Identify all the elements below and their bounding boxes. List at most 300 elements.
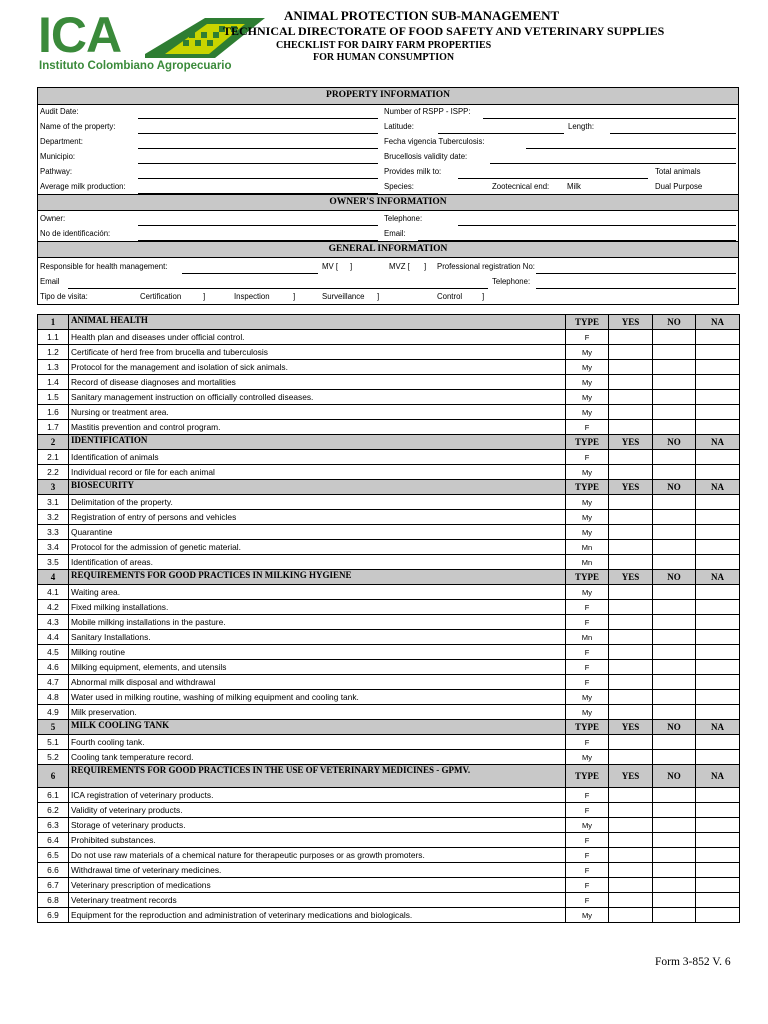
na-checkbox-cell[interactable] — [696, 690, 740, 705]
na-checkbox-cell[interactable] — [696, 465, 740, 480]
table-row — [38, 675, 740, 690]
na-column-header: NA — [696, 765, 740, 788]
na-checkbox-cell[interactable] — [696, 330, 740, 345]
item-number: 4.2 — [38, 600, 69, 615]
header-line-2: TECHNICAL DIRECTORATE OF FOOD SAFETY AND VETERINARY SUPPLIES — [223, 24, 665, 38]
yes-checkbox-cell[interactable] — [609, 615, 653, 630]
yes-checkbox-cell[interactable] — [609, 345, 653, 360]
item-type: F — [566, 848, 609, 863]
item-description: Storage of veterinary products. — [69, 818, 566, 833]
table-row — [38, 735, 740, 750]
item-description: Fourth cooling tank. — [69, 735, 566, 750]
yes-checkbox-cell[interactable] — [609, 690, 653, 705]
item-description: Fixed milking installations. — [69, 600, 566, 615]
general-telephone-field[interactable] — [536, 288, 736, 289]
yes-checkbox-cell[interactable] — [609, 390, 653, 405]
na-checkbox-cell[interactable] — [696, 540, 740, 555]
no-checkbox-cell[interactable] — [653, 600, 696, 615]
item-description: Milking routine — [69, 645, 566, 660]
no-checkbox-cell[interactable] — [653, 878, 696, 893]
item-description: Veterinary prescription of medications — [69, 878, 566, 893]
item-number: 6.7 — [38, 878, 69, 893]
na-checkbox-cell[interactable] — [696, 630, 740, 645]
item-description: Sanitary management instruction on officially controlled diseases. — [69, 390, 566, 405]
item-description: Cooling tank temperature record. — [69, 750, 566, 765]
item-description: Milking equipment, elements, and utensils — [69, 660, 566, 675]
yes-checkbox-cell[interactable] — [609, 788, 653, 803]
audit-date-field[interactable] — [138, 118, 378, 119]
no-checkbox-cell[interactable] — [653, 893, 696, 908]
header-line-3: CHECKLIST FOR DAIRY FARM PROPERTIES — [276, 40, 492, 51]
yes-checkbox-cell[interactable] — [609, 360, 653, 375]
table-row — [38, 615, 740, 630]
item-description: Do not use raw materials of a chemical nature for therapeutic purposes or as growth promoters. — [69, 848, 566, 863]
item-number: 4.8 — [38, 690, 69, 705]
no-checkbox-cell[interactable] — [653, 735, 696, 750]
no-column-header: NO — [653, 480, 696, 495]
municipio-label: Municipio: — [40, 152, 76, 161]
na-checkbox-cell[interactable] — [696, 660, 740, 675]
no-checkbox-cell[interactable] — [653, 690, 696, 705]
item-description: Quarantine — [69, 525, 566, 540]
table-row — [38, 345, 740, 360]
prof-reg-label: Professional registration No: — [437, 262, 535, 271]
na-checkbox-cell[interactable] — [696, 390, 740, 405]
item-type: F — [566, 878, 609, 893]
no-checkbox-cell[interactable] — [653, 420, 696, 435]
item-description: Waiting area. — [69, 585, 566, 600]
item-number: 4.6 — [38, 660, 69, 675]
item-type: F — [566, 330, 609, 345]
section-title: IDENTIFICATION — [69, 435, 566, 450]
no-checkbox-cell[interactable] — [653, 555, 696, 570]
yes-column-header: YES — [609, 435, 653, 450]
yes-column-header: YES — [609, 765, 653, 788]
na-checkbox-cell[interactable] — [696, 803, 740, 818]
no-column-header: NO — [653, 315, 696, 330]
form-version: Form 3-852 V. 6 — [655, 956, 731, 968]
provides-milk-field[interactable] — [458, 178, 648, 179]
yes-checkbox-cell[interactable] — [609, 405, 653, 420]
item-type: F — [566, 600, 609, 615]
department-field[interactable] — [138, 148, 378, 149]
no-checkbox-cell[interactable] — [653, 405, 696, 420]
table-row — [38, 390, 740, 405]
item-number: 4.4 — [38, 630, 69, 645]
no-checkbox-cell[interactable] — [653, 803, 696, 818]
table-row — [38, 848, 740, 863]
yes-checkbox-cell[interactable] — [609, 645, 653, 660]
na-column-header: NA — [696, 315, 740, 330]
item-type: F — [566, 450, 609, 465]
no-column-header: NO — [653, 765, 696, 788]
yes-checkbox-cell[interactable] — [609, 675, 653, 690]
table-row — [38, 788, 740, 803]
item-number: 4.7 — [38, 675, 69, 690]
item-type: F — [566, 615, 609, 630]
no-checkbox-cell[interactable] — [653, 645, 696, 660]
item-description: Nursing or treatment area. — [69, 405, 566, 420]
na-checkbox-cell[interactable] — [696, 450, 740, 465]
table-row — [38, 705, 740, 720]
item-number: 3.3 — [38, 525, 69, 540]
na-checkbox-cell[interactable] — [696, 600, 740, 615]
table-row — [38, 690, 740, 705]
section-title: REQUIREMENTS FOR GOOD PRACTICES IN THE USE OF VETERINARY MEDICINES - GPMV. — [69, 765, 566, 788]
na-checkbox-cell[interactable] — [696, 788, 740, 803]
rspp-label: Number of RSPP - ISPP: — [384, 107, 471, 116]
length-label: Length: — [568, 122, 595, 131]
checklist-table — [37, 314, 740, 923]
no-checkbox-cell[interactable] — [653, 450, 696, 465]
property-name-field[interactable] — [138, 133, 378, 134]
item-type: My — [566, 405, 609, 420]
na-column-header: NA — [696, 480, 740, 495]
type-column-header: TYPE — [566, 765, 609, 788]
item-type: Mn — [566, 630, 609, 645]
section-title: ANIMAL HEALTH — [69, 315, 566, 330]
municipio-field[interactable] — [138, 163, 378, 164]
item-description: Identification of animals — [69, 450, 566, 465]
item-type: My — [566, 360, 609, 375]
item-description: ICA registration of veterinary products. — [69, 788, 566, 803]
yes-checkbox-cell[interactable] — [609, 908, 653, 923]
responsible-field[interactable] — [182, 273, 318, 274]
na-checkbox-cell[interactable] — [696, 863, 740, 878]
type-column-header: TYPE — [566, 480, 609, 495]
table-row — [38, 908, 740, 923]
yes-checkbox-cell[interactable] — [609, 660, 653, 675]
section-header-row — [38, 315, 740, 330]
no-checkbox-cell[interactable] — [653, 525, 696, 540]
no-checkbox-cell[interactable] — [653, 750, 696, 765]
item-description: Validity of veterinary products. — [69, 803, 566, 818]
item-description: Withdrawal time of veterinary medicines. — [69, 863, 566, 878]
latitude-label: Latitude: — [384, 122, 414, 131]
avg-milk-label: Average milk production: — [40, 182, 126, 191]
item-type: My — [566, 495, 609, 510]
item-number: 4.9 — [38, 705, 69, 720]
na-checkbox-cell[interactable] — [696, 908, 740, 923]
na-checkbox-cell[interactable] — [696, 848, 740, 863]
general-email-label: Email — [40, 277, 60, 286]
yes-checkbox-cell[interactable] — [609, 495, 653, 510]
na-checkbox-cell[interactable] — [696, 360, 740, 375]
no-checkbox-cell[interactable] — [653, 345, 696, 360]
control-option[interactable]: Control — [437, 292, 463, 301]
na-checkbox-cell[interactable] — [696, 555, 740, 570]
yes-checkbox-cell[interactable] — [609, 375, 653, 390]
mv-option-close: ] — [350, 262, 353, 271]
no-checkbox-cell[interactable] — [653, 908, 696, 923]
item-type: F — [566, 660, 609, 675]
latitude-field[interactable] — [438, 133, 564, 134]
owner-email-label: Email: — [384, 229, 406, 238]
table-row — [38, 495, 740, 510]
provides-milk-label: Provides milk to: — [384, 167, 442, 176]
no-checkbox-cell[interactable] — [653, 705, 696, 720]
no-checkbox-cell[interactable] — [653, 330, 696, 345]
no-checkbox-cell[interactable] — [653, 585, 696, 600]
na-checkbox-cell[interactable] — [696, 525, 740, 540]
certification-option[interactable]: Certification — [140, 292, 182, 301]
general-email-field[interactable] — [68, 288, 488, 289]
no-column-header: NO — [653, 435, 696, 450]
yes-checkbox-cell[interactable] — [609, 893, 653, 908]
item-type: Mn — [566, 540, 609, 555]
table-row — [38, 630, 740, 645]
yes-column-header: YES — [609, 570, 653, 585]
owner-id-label: No de identificación: — [40, 229, 111, 238]
table-row — [38, 405, 740, 420]
no-checkbox-cell[interactable] — [653, 788, 696, 803]
certification-bracket: ] — [203, 292, 206, 301]
type-column-header: TYPE — [566, 435, 609, 450]
yes-checkbox-cell[interactable] — [609, 585, 653, 600]
yes-checkbox-cell[interactable] — [609, 848, 653, 863]
na-checkbox-cell[interactable] — [696, 893, 740, 908]
owner-field[interactable] — [138, 225, 378, 226]
item-number: 3.1 — [38, 495, 69, 510]
no-checkbox-cell[interactable] — [653, 495, 696, 510]
table-row — [38, 600, 740, 615]
yes-checkbox-cell[interactable] — [609, 630, 653, 645]
yes-checkbox-cell[interactable] — [609, 600, 653, 615]
audit-date-label: Audit Date: — [40, 107, 79, 116]
na-checkbox-cell[interactable] — [696, 495, 740, 510]
owner-label: Owner: — [40, 214, 66, 223]
item-description: Identification of areas. — [69, 555, 566, 570]
na-checkbox-cell[interactable] — [696, 750, 740, 765]
yes-checkbox-cell[interactable] — [609, 465, 653, 480]
item-number: 6.2 — [38, 803, 69, 818]
na-column-header: NA — [696, 435, 740, 450]
item-type: F — [566, 833, 609, 848]
item-number: 4.5 — [38, 645, 69, 660]
item-type: My — [566, 525, 609, 540]
item-number: 6.5 — [38, 848, 69, 863]
item-type: F — [566, 803, 609, 818]
no-checkbox-cell[interactable] — [653, 833, 696, 848]
no-checkbox-cell[interactable] — [653, 848, 696, 863]
owner-telephone-label: Telephone: — [384, 214, 423, 223]
no-checkbox-cell[interactable] — [653, 660, 696, 675]
brucellosis-field[interactable] — [490, 163, 736, 164]
section-number: 5 — [38, 720, 69, 735]
species-label: Species: — [384, 182, 414, 191]
header-line-4: FOR HUMAN CONSUMPTION — [313, 52, 455, 63]
no-checkbox-cell[interactable] — [653, 360, 696, 375]
table-row — [38, 540, 740, 555]
no-checkbox-cell[interactable] — [653, 863, 696, 878]
item-number: 2.1 — [38, 450, 69, 465]
item-description: Veterinary treatment records — [69, 893, 566, 908]
mvz-option[interactable]: MVZ [ — [389, 262, 410, 271]
item-description: Individual record or file for each animal — [69, 465, 566, 480]
brucellosis-label: Brucellosis validity date: — [384, 152, 468, 161]
item-number: 4.3 — [38, 615, 69, 630]
item-description: Health plan and diseases under official control. — [69, 330, 566, 345]
item-type: My — [566, 345, 609, 360]
no-checkbox-cell[interactable] — [653, 818, 696, 833]
table-row — [38, 555, 740, 570]
section-header-row — [38, 765, 740, 788]
item-description: Record of disease diagnoses and mortalities — [69, 375, 566, 390]
item-type: F — [566, 735, 609, 750]
item-description: Protocol for the admission of genetic material. — [69, 540, 566, 555]
type-column-header: TYPE — [566, 720, 609, 735]
owner-info-header: OWNER'S INFORMATION — [38, 194, 738, 211]
no-checkbox-cell[interactable] — [653, 675, 696, 690]
table-row — [38, 893, 740, 908]
yes-checkbox-cell[interactable] — [609, 803, 653, 818]
table-row — [38, 750, 740, 765]
no-checkbox-cell[interactable] — [653, 390, 696, 405]
item-description: Prohibited substances. — [69, 833, 566, 848]
item-number: 3.2 — [38, 510, 69, 525]
ica-logo — [38, 7, 232, 78]
pathway-field[interactable] — [138, 178, 378, 179]
na-checkbox-cell[interactable] — [696, 420, 740, 435]
item-number: 6.1 — [38, 788, 69, 803]
total-animals-label: Total animals — [655, 167, 701, 176]
inspection-bracket: ] — [293, 292, 296, 301]
logo-text: ICA — [38, 7, 122, 63]
table-row — [38, 818, 740, 833]
department-label: Department: — [40, 137, 83, 146]
no-checkbox-cell[interactable] — [653, 465, 696, 480]
no-checkbox-cell[interactable] — [653, 540, 696, 555]
type-column-header: TYPE — [566, 570, 609, 585]
yes-checkbox-cell[interactable] — [609, 705, 653, 720]
na-checkbox-cell[interactable] — [696, 615, 740, 630]
item-description: Mobile milking installations in the pasture. — [69, 615, 566, 630]
item-type: F — [566, 420, 609, 435]
table-row — [38, 803, 740, 818]
visit-type-label: Tipo de visita: — [40, 292, 88, 301]
length-field[interactable] — [610, 133, 736, 134]
table-row — [38, 645, 740, 660]
section-header-row — [38, 720, 740, 735]
section-number: 4 — [38, 570, 69, 585]
na-checkbox-cell[interactable] — [696, 345, 740, 360]
prof-reg-field[interactable] — [536, 273, 736, 274]
owner-telephone-field[interactable] — [458, 225, 736, 226]
item-type: My — [566, 585, 609, 600]
no-column-header: NO — [653, 720, 696, 735]
item-number: 6.6 — [38, 863, 69, 878]
item-type: F — [566, 645, 609, 660]
item-number: 1.7 — [38, 420, 69, 435]
item-type: Mn — [566, 555, 609, 570]
rspp-field[interactable] — [483, 118, 736, 119]
yes-checkbox-cell[interactable] — [609, 878, 653, 893]
dual-purpose-option[interactable]: Dual Purpose — [655, 182, 703, 191]
table-row — [38, 510, 740, 525]
yes-column-header: YES — [609, 480, 653, 495]
inspection-option[interactable]: Inspection — [234, 292, 270, 301]
yes-checkbox-cell[interactable] — [609, 450, 653, 465]
table-row — [38, 360, 740, 375]
surveillance-option[interactable]: Surveillance — [322, 292, 365, 301]
no-checkbox-cell[interactable] — [653, 615, 696, 630]
na-checkbox-cell[interactable] — [696, 878, 740, 893]
na-checkbox-cell[interactable] — [696, 510, 740, 525]
na-checkbox-cell[interactable] — [696, 645, 740, 660]
mv-option[interactable]: MV [ — [322, 262, 339, 271]
yes-checkbox-cell[interactable] — [609, 735, 653, 750]
no-column-header: NO — [653, 570, 696, 585]
yes-checkbox-cell[interactable] — [609, 525, 653, 540]
item-description: Milk preservation. — [69, 705, 566, 720]
item-number: 1.6 — [38, 405, 69, 420]
item-description: Registration of entry of persons and vehicles — [69, 510, 566, 525]
pathway-label: Pathway: — [40, 167, 73, 176]
section-title: MILK COOLING TANK — [69, 720, 566, 735]
property-name-label: Name of the property: — [40, 122, 116, 131]
yes-column-header: YES — [609, 720, 653, 735]
item-number: 2.2 — [38, 465, 69, 480]
item-description: Abnormal milk disposal and withdrawal — [69, 675, 566, 690]
item-type: F — [566, 893, 609, 908]
type-column-header: TYPE — [566, 315, 609, 330]
general-info-header: GENERAL INFORMATION — [38, 241, 738, 258]
na-checkbox-cell[interactable] — [696, 833, 740, 848]
yes-checkbox-cell[interactable] — [609, 510, 653, 525]
milk-option[interactable]: Milk — [567, 182, 581, 191]
na-checkbox-cell[interactable] — [696, 585, 740, 600]
item-number: 1.5 — [38, 390, 69, 405]
item-number: 6.9 — [38, 908, 69, 923]
na-checkbox-cell[interactable] — [696, 735, 740, 750]
table-row — [38, 465, 740, 480]
yes-checkbox-cell[interactable] — [609, 750, 653, 765]
no-checkbox-cell[interactable] — [653, 375, 696, 390]
item-description: Sanitary Installations. — [69, 630, 566, 645]
yes-checkbox-cell[interactable] — [609, 863, 653, 878]
item-number: 6.3 — [38, 818, 69, 833]
yes-checkbox-cell[interactable] — [609, 330, 653, 345]
logo-subtitle: Instituto Colombiano Agropecuario — [39, 60, 232, 72]
table-row — [38, 878, 740, 893]
na-checkbox-cell[interactable] — [696, 375, 740, 390]
yes-checkbox-cell[interactable] — [609, 833, 653, 848]
item-number: 6.4 — [38, 833, 69, 848]
item-number: 1.1 — [38, 330, 69, 345]
surveillance-bracket: ] — [377, 292, 380, 301]
item-number: 1.4 — [38, 375, 69, 390]
section-header-row — [38, 435, 740, 450]
item-description: Water used in milking routine, washing of milking equipment and cooling tank. — [69, 690, 566, 705]
item-type: F — [566, 863, 609, 878]
na-checkbox-cell[interactable] — [696, 675, 740, 690]
section-number: 2 — [38, 435, 69, 450]
yes-checkbox-cell[interactable] — [609, 420, 653, 435]
na-checkbox-cell[interactable] — [696, 705, 740, 720]
tb-validity-field[interactable] — [526, 148, 736, 149]
yes-checkbox-cell[interactable] — [609, 540, 653, 555]
no-checkbox-cell[interactable] — [653, 630, 696, 645]
no-checkbox-cell[interactable] — [653, 510, 696, 525]
item-description: Certificate of herd free from brucella and tuberculosis — [69, 345, 566, 360]
item-description: Protocol for the management and isolation of sick animals. — [69, 360, 566, 375]
yes-checkbox-cell[interactable] — [609, 818, 653, 833]
na-checkbox-cell[interactable] — [696, 405, 740, 420]
yes-checkbox-cell[interactable] — [609, 555, 653, 570]
na-checkbox-cell[interactable] — [696, 818, 740, 833]
table-row — [38, 660, 740, 675]
responsible-label: Responsible for health management: — [40, 262, 168, 271]
